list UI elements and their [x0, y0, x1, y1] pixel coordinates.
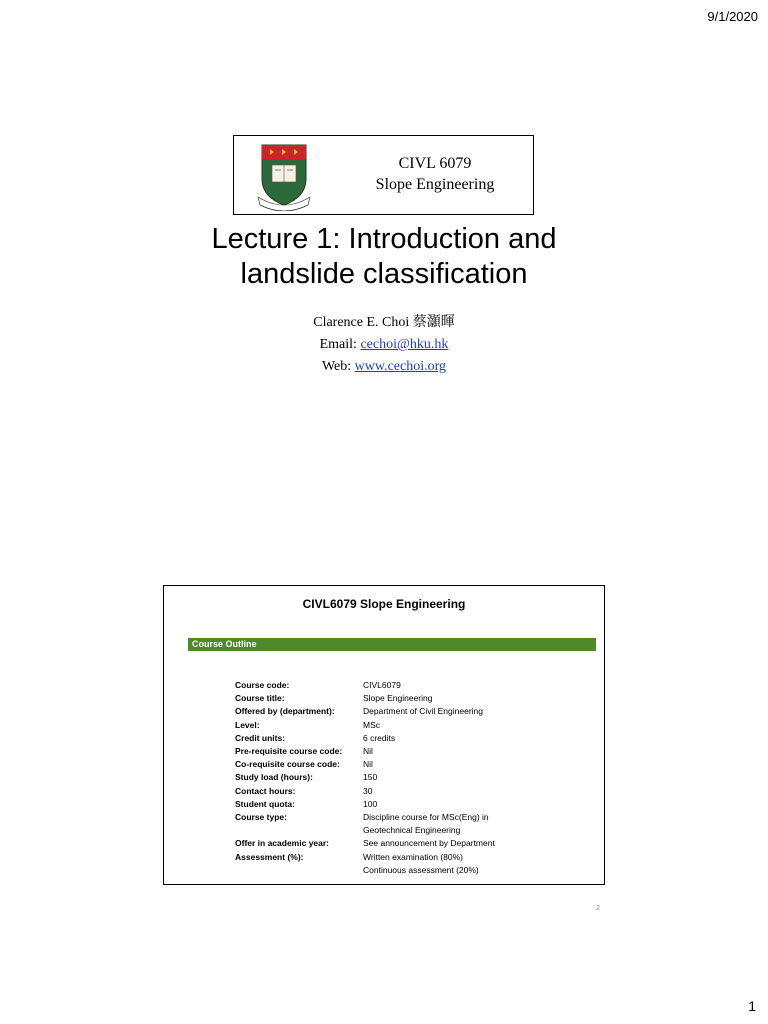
- row-label: Credit units:: [235, 732, 286, 743]
- row-value: See announcement by Department: [363, 838, 495, 849]
- table-row: [235, 824, 533, 837]
- author-name: Clarence E. Choi 蔡灝暉: [313, 315, 455, 330]
- table-row: [235, 758, 533, 771]
- table-row: [235, 705, 533, 718]
- row-value: Nil: [363, 759, 373, 770]
- web-line: [0, 356, 768, 378]
- row-value: Department of Civil Engineering: [363, 706, 484, 717]
- row-value: Nil: [363, 746, 373, 757]
- table-row: [235, 719, 533, 732]
- row-value: CIVL6079: [363, 680, 401, 690]
- page-date: 9/1/2020: [707, 9, 758, 24]
- row-value: Written examination (80%): [363, 851, 463, 862]
- row-label: Student quota:: [235, 798, 295, 809]
- row-label: Contact hours:: [235, 785, 296, 796]
- lecture-title: [0, 222, 768, 292]
- university-crest-icon: [256, 141, 312, 211]
- row-value: Slope Engineering: [363, 693, 433, 704]
- table-row: [235, 811, 533, 824]
- web-link[interactable]: www.cechoi.org: [354, 359, 447, 374]
- web-label: Web:: [321, 359, 355, 374]
- row-value: 6 credits: [363, 732, 396, 743]
- table-row: [235, 679, 533, 692]
- row-label: [235, 864, 363, 877]
- row-label: Course title:: [235, 693, 285, 704]
- course-outline-bar: Course Outline: [188, 638, 596, 651]
- course-code: CIVL 6079: [398, 155, 472, 172]
- table-row: [235, 745, 533, 758]
- row-label: Co-requisite course code:: [235, 759, 340, 770]
- table-row: [235, 785, 533, 798]
- email-link[interactable]: cechoi@hku.hk: [360, 337, 449, 352]
- row-label: Course code:: [235, 680, 290, 690]
- slide-number: 2: [596, 905, 600, 912]
- table-row: [235, 851, 533, 864]
- table-row: [235, 837, 533, 850]
- table-row: [235, 864, 533, 877]
- row-value: Continuous assessment (20%): [363, 864, 479, 875]
- email-line: [0, 334, 768, 356]
- row-value: MSc: [363, 719, 380, 730]
- email-label: Email:: [319, 337, 361, 352]
- contact-block: [0, 312, 768, 378]
- table-row: [235, 798, 533, 811]
- row-label: Pre-requisite course code:: [235, 746, 343, 757]
- lecture-title-line1: Lecture 1: Introduction and: [211, 223, 557, 255]
- row-label: Offer in academic year:: [235, 838, 330, 849]
- slide2-title: CIVL6079 Slope Engineering: [302, 597, 466, 611]
- row-label: Assessment (%):: [235, 851, 304, 862]
- table-row: [235, 771, 533, 784]
- row-label: [235, 824, 363, 837]
- lecture-title-line2: landslide classification: [240, 258, 528, 290]
- row-label: Offered by (department):: [235, 706, 335, 717]
- table-row: [235, 732, 533, 745]
- page-number: 1: [748, 998, 756, 1014]
- course-outline-table: [235, 679, 533, 877]
- row-value: 100: [363, 798, 378, 809]
- row-value: 30: [363, 785, 373, 796]
- row-label: Study load (hours):: [235, 772, 313, 783]
- row-value: 150: [363, 772, 378, 783]
- row-value: Geotechnical Engineering: [363, 825, 461, 836]
- course-title-box: [233, 135, 534, 215]
- row-value: Discipline course for MSc(Eng) in: [363, 812, 489, 823]
- table-row: [235, 692, 533, 705]
- course-name: Slope Engineering: [375, 176, 495, 193]
- row-label: Level:: [235, 719, 260, 730]
- course-outline-slide: [163, 585, 605, 885]
- row-label: Course type:: [235, 812, 287, 823]
